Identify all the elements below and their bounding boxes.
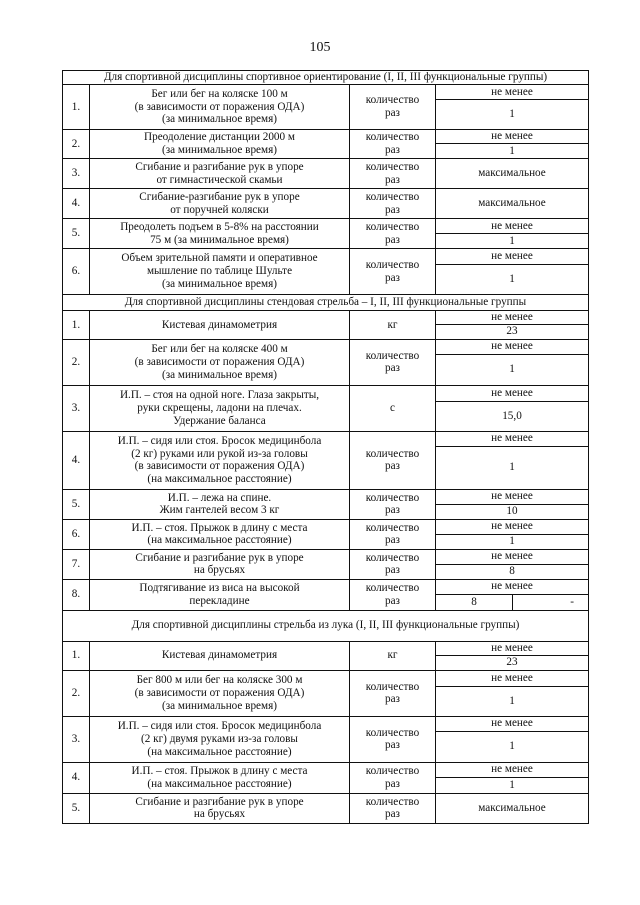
requirement-label: не менее [436, 339, 589, 354]
unit-line: количество [365, 220, 420, 233]
unit-line: количество [365, 795, 420, 808]
exercise-line: (за минимальное время) [162, 113, 277, 126]
unit-line: раз [385, 777, 400, 790]
row-number: 2. [63, 130, 90, 159]
exercise-line: И.П. – стоя на одной ноге. Глаза закрыты, [119, 389, 320, 402]
unit-line: раз [385, 271, 400, 284]
norm-value: 1 [436, 100, 589, 130]
table-row [63, 670, 589, 686]
unit-line: количество [365, 190, 420, 203]
exercise-line: И.П. – сидя или стоя. Бросок медицинбола [117, 720, 322, 733]
norm-value: 1 [436, 354, 589, 385]
section-title: Для спортивной дисциплины стендовая стрельба – I, II, III функциональные группы [63, 295, 589, 311]
section-header-row [63, 71, 589, 85]
unit-line: количество [365, 521, 420, 534]
exercise-line: Сгибание и разгибание рук в упоре [135, 795, 304, 808]
unit-line: раз [385, 534, 400, 547]
section-title: Для спортивной дисциплины спортивное ориентирование (I, II, III функциональные группы) [63, 71, 589, 85]
norm-value: 1 [436, 534, 589, 549]
exercise-name [90, 670, 350, 716]
exercise-line: Удержание баланса [173, 414, 266, 427]
unit-line: раз [385, 107, 400, 119]
unit-of-measure [350, 519, 436, 549]
norms-table [62, 70, 589, 824]
exercise-line: (в зависимости от поражения ОДА) [134, 460, 305, 473]
row-number: 3. [63, 385, 90, 431]
exercise-line: (в зависимости от поражения ОДА) [134, 100, 305, 113]
exercise-name [90, 159, 350, 189]
requirement-label: не менее [436, 519, 589, 534]
norm-value: 15,0 [436, 401, 589, 431]
unit-line: раз [385, 564, 400, 577]
table-row [63, 519, 589, 534]
unit-line: раз [385, 233, 400, 246]
exercise-line: (на максимальное расстояние) [147, 745, 292, 758]
exercise-line: (за минимальное время) [162, 368, 277, 381]
unit-line: количество [365, 447, 420, 460]
exercise-name [90, 130, 350, 159]
norm-value: 1 [436, 446, 589, 489]
row-number: 5. [63, 489, 90, 519]
unit-of-measure [350, 385, 436, 431]
table-row [63, 219, 589, 234]
exercise-line: Преодоление дистанции 2000 м [144, 131, 295, 144]
row-number: 8. [63, 579, 90, 610]
requirement-label: не менее [436, 670, 589, 686]
unit-line: количество [365, 131, 420, 144]
unit-line: количество [365, 551, 420, 564]
unit-of-measure [350, 716, 436, 762]
requirement-label: не менее [436, 762, 589, 777]
unit-of-measure [350, 249, 436, 295]
exercise-line: перекладине [189, 594, 250, 607]
norm-value: 1 [436, 777, 589, 793]
requirement-label: не менее [436, 219, 589, 234]
exercise-line: (за минимальное время) [162, 144, 277, 156]
unit-line: количество [365, 765, 420, 777]
exercise-name [90, 85, 350, 130]
unit-of-measure [350, 189, 436, 219]
table-row [63, 130, 589, 144]
unit-line: количество [365, 94, 420, 107]
requirement-label: не менее [436, 385, 589, 401]
row-number: 5. [63, 793, 90, 823]
exercise-line: (на максимальное расстояние) [147, 473, 292, 486]
table-row [63, 489, 589, 504]
exercise-line: Сгибание и разгибание рук в упоре [135, 551, 304, 564]
exercise-name [90, 219, 350, 249]
unit-line: раз [385, 362, 400, 375]
unit-of-measure [350, 431, 436, 489]
exercise-line: И.П. – стоя. Прыжок в длину с места [131, 765, 308, 777]
exercise-line: (за минимальное время) [162, 277, 277, 290]
unit-line: количество [365, 258, 420, 271]
exercise-line: (за минимальное время) [162, 699, 277, 712]
unit-line: раз [385, 594, 400, 607]
exercise-line: (на максимальное расстояние) [147, 777, 292, 790]
row-number: 5. [63, 219, 90, 249]
row-number: 2. [63, 339, 90, 385]
row-number: 1. [63, 311, 90, 340]
unit-of-measure [350, 549, 436, 579]
requirement-label: не менее [436, 641, 589, 655]
table-row [63, 793, 589, 823]
row-number: 3. [63, 159, 90, 189]
norm-value: максимальное [436, 159, 589, 189]
exercise-line: Сгибание-разгибание рук в упоре [139, 190, 300, 203]
exercise-line: Объем зрительной памяти и оперативное [121, 252, 318, 265]
norm-value: 1 [436, 144, 589, 159]
exercise-name [90, 189, 350, 219]
table-row [63, 159, 589, 189]
exercise-line: (на максимальное расстояние) [147, 534, 292, 547]
unit-line: количество [365, 160, 420, 173]
unit-line: раз [385, 173, 400, 186]
unit-line: раз [385, 203, 400, 216]
unit-of-measure [350, 641, 436, 670]
exercise-line: от поручней коляски [170, 203, 269, 216]
table-row [63, 339, 589, 354]
unit-of-measure [350, 762, 436, 793]
table-row [63, 249, 589, 265]
unit-of-measure [350, 339, 436, 385]
unit-line: раз [385, 693, 400, 706]
unit-of-measure [350, 489, 436, 519]
exercise-line: Кистевая динамометрия [161, 318, 278, 331]
unit-of-measure [350, 130, 436, 159]
requirement-label: не менее [436, 579, 589, 594]
exercise-line: Бег или бег на коляске 100 м [151, 87, 288, 100]
exercise-line: (2 кг) руками или рукой из-за головы [131, 447, 308, 460]
norm-value: 10 [436, 504, 589, 519]
table-row [63, 311, 589, 325]
row-number: 2. [63, 670, 90, 716]
norm-value-secondary: - [513, 594, 589, 610]
exercise-name [90, 519, 350, 549]
requirement-label: не менее [436, 431, 589, 446]
exercise-line: руки скрещены, ладони на плечах. [137, 401, 302, 414]
exercise-line: (в зависимости от поражения ОДА) [134, 355, 305, 368]
norm-value: 23 [436, 324, 589, 339]
row-number: 4. [63, 431, 90, 489]
exercise-line: Бег 800 м или бег на коляске 300 м [136, 674, 303, 687]
unit-line: раз [385, 739, 400, 752]
section-title: Для спортивной дисциплины стрельба из лука (I, II, III функциональные группы) [63, 610, 589, 641]
norms-table-body [63, 71, 589, 824]
exercise-name [90, 249, 350, 295]
section-header-row [63, 610, 589, 641]
unit-line: раз [385, 808, 400, 821]
unit-of-measure [350, 311, 436, 340]
unit-of-measure [350, 159, 436, 189]
row-number: 4. [63, 762, 90, 793]
exercise-line: мышление по таблице Шульте [146, 265, 293, 278]
exercise-name [90, 431, 350, 489]
exercise-name [90, 339, 350, 385]
exercise-name [90, 549, 350, 579]
requirement-label: не менее [436, 85, 589, 100]
table-row [63, 189, 589, 219]
section-header-row [63, 295, 589, 311]
page-number: 105 [309, 40, 331, 55]
row-number: 6. [63, 249, 90, 295]
unit-line: кг [387, 318, 398, 331]
exercise-line: от гимнастической скамьи [156, 173, 283, 186]
norm-value: максимальное [436, 793, 589, 823]
requirement-label: не менее [436, 489, 589, 504]
norm-value: 8 [436, 594, 513, 610]
exercise-line: на брусьях [193, 564, 246, 577]
norm-value: 1 [436, 234, 589, 249]
exercise-name [90, 489, 350, 519]
unit-line: количество [365, 491, 420, 504]
exercise-line: И.П. – сидя или стоя. Бросок медицинбола [117, 434, 322, 447]
row-number: 1. [63, 641, 90, 670]
requirement-label: не менее [436, 311, 589, 325]
exercise-line: (2 кг) двумя руками из-за головы [141, 732, 298, 745]
norm-value: 1 [436, 686, 589, 716]
exercise-name [90, 579, 350, 610]
exercise-name [90, 641, 350, 670]
exercise-name [90, 762, 350, 793]
exercise-name [90, 311, 350, 340]
exercise-line: 75 м (за минимальное время) [150, 233, 289, 246]
unit-line: с [390, 401, 395, 414]
row-number: 3. [63, 716, 90, 762]
exercise-name [90, 385, 350, 431]
table-row [63, 762, 589, 777]
exercise-name [90, 716, 350, 762]
row-number: 7. [63, 549, 90, 579]
exercise-name [90, 793, 350, 823]
unit-line: количество [365, 582, 420, 594]
norm-value: 23 [436, 655, 589, 670]
table-row [63, 85, 589, 100]
table-row [63, 431, 589, 446]
exercise-line: на брусьях [193, 808, 246, 821]
requirement-label: не менее [436, 249, 589, 265]
norm-value: 8 [436, 564, 589, 579]
requirement-label: не менее [436, 549, 589, 564]
unit-line: количество [365, 349, 420, 362]
unit-of-measure [350, 793, 436, 823]
unit-of-measure [350, 85, 436, 130]
exercise-line: И.П. – стоя. Прыжок в длину с места [131, 521, 308, 534]
exercise-line: Бег или бег на коляске 400 м [151, 343, 288, 356]
row-number: 4. [63, 189, 90, 219]
exercise-line: И.П. – лежа на спине. [167, 491, 272, 504]
norm-value: 1 [436, 265, 589, 295]
unit-line: раз [385, 460, 400, 473]
unit-line: количество [365, 680, 420, 693]
norm-value: максимальное [436, 189, 589, 219]
exercise-line: Жим гантелей весом 3 кг [159, 504, 280, 517]
exercise-line: Сгибание и разгибание рук в упоре [135, 160, 304, 173]
requirement-label: не менее [436, 716, 589, 731]
row-number: 6. [63, 519, 90, 549]
table-row [63, 641, 589, 655]
exercise-line: Подтягивание из виса на высокой [139, 582, 300, 594]
table-row [63, 579, 589, 594]
table-row [63, 385, 589, 401]
table-row [63, 716, 589, 731]
unit-of-measure [350, 670, 436, 716]
exercise-line: (в зависимости от поражения ОДА) [134, 686, 305, 699]
unit-line: раз [385, 504, 400, 517]
unit-line: раз [385, 144, 400, 156]
table-row [63, 549, 589, 564]
unit-line: количество [365, 726, 420, 739]
norm-value: 1 [436, 731, 589, 762]
exercise-line: Кистевая динамометрия [161, 649, 278, 662]
row-number: 1. [63, 85, 90, 130]
exercise-line: Преодолеть подъем в 5-8% на расстоянии [120, 220, 319, 233]
unit-line: кг [387, 649, 398, 662]
unit-of-measure [350, 219, 436, 249]
unit-of-measure [350, 579, 436, 610]
requirement-label: не менее [436, 130, 589, 144]
